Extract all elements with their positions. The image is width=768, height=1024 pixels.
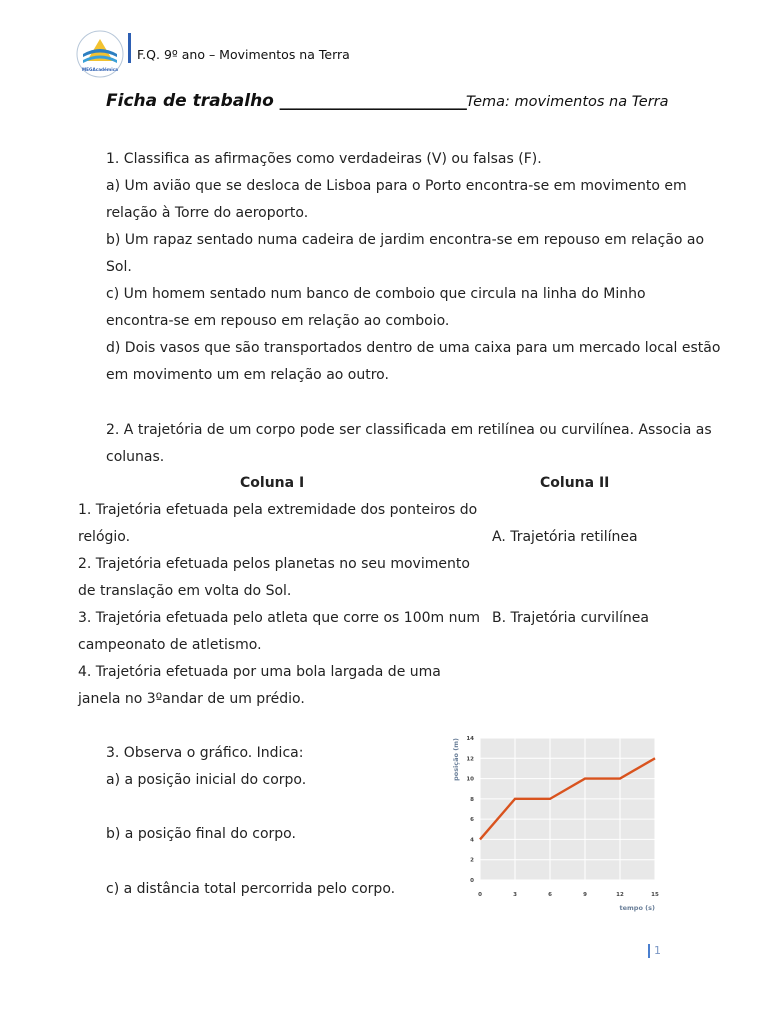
q1-line: encontra-se em repouso em relação ao comboio. [106,313,450,329]
x-axis-label: tempo (s) [619,904,655,912]
header-title: F.Q. 9º ano – Movimentos na Terra [137,47,350,62]
x-tick-label: 15 [651,892,659,898]
worksheet-title: Ficha de trabalho ______________________ [106,91,467,111]
x-tick-label: 0 [478,892,482,898]
q1-line: Sol. [106,259,132,275]
column-1-line: 3. Trajetória efetuada pelo atleta que corre os 100m num [78,610,480,626]
megacademica-logo [76,30,124,78]
y-tick-label: 2 [470,857,474,864]
q1-line: 1. Classifica as afirmações como verdadeiras (V) ou falsas (F). [106,151,542,167]
column-2-item: A. Trajetória retilínea [492,529,638,545]
q1-line: d) Dois vasos que são transportados dentro de uma caixa para um mercado local estão [106,340,721,356]
q1-line: c) Um homem sentado num banco de comboio que circula na linha do Minho [106,286,646,302]
header-divider [128,33,131,63]
q2-intro: 2. A trajetória de um corpo pode ser classificada em retilínea ou curvilínea. Associa as [106,422,712,438]
q3-line: a) a posição inicial do corpo. [106,772,307,788]
column-1-line: 4. Trajetória efetuada por uma bola largada de uma [78,664,441,680]
q1-line: relação à Torre do aeroporto. [106,205,309,221]
y-tick-label: 10 [466,776,474,783]
page-number-divider [648,944,650,958]
x-tick-label: 9 [583,892,587,898]
y-axis-label: posição (m) [452,738,460,781]
column-1-line: 2. Trajetória efetuada pelos planetas no seu movimento [78,556,470,572]
column-1-line: relógio. [78,529,131,545]
q3-line: c) a distância total percorrida pelo corpo. [106,881,396,897]
logo-text: MEGAcadémica [82,67,118,72]
y-tick-label: 14 [466,736,474,742]
worksheet-theme: Tema: movimentos na Terra [466,94,669,110]
column-2-item: B. Trajetória curvilínea [492,610,649,626]
x-tick-label: 6 [548,892,552,898]
q3-line: b) a posição final do corpo. [106,826,296,842]
y-tick-label: 12 [466,756,474,763]
column-1-line: de translação em volta do Sol. [78,583,292,599]
x-tick-label: 3 [513,892,517,898]
y-tick-label: 8 [470,796,474,803]
y-tick-label: 6 [470,817,474,824]
column-1-header: Coluna I [240,475,305,491]
page-number: 1 [654,944,661,957]
q2-intro: colunas. [106,449,165,465]
q1-line: a) Um avião que se desloca de Lisboa para o Porto encontra-se em movimento em [106,178,687,194]
column-1-line: campeonato de atletismo. [78,637,262,653]
position-time-chart [440,730,670,930]
column-1-line: janela no 3ºandar de um prédio. [78,691,305,707]
y-tick-label: 4 [470,837,474,844]
column-1-line: 1. Trajetória efetuada pela extremidade dos ponteiros do [78,502,478,518]
column-2-header: Coluna II [540,475,610,491]
x-tick-label: 12 [616,892,624,898]
q1-line: em movimento um em relação ao outro. [106,367,389,383]
q3-line: 3. Observa o gráfico. Indica: [106,745,304,761]
y-tick-label: 0 [470,878,474,884]
q1-line: b) Um rapaz sentado numa cadeira de jardim encontra-se em repouso em relação ao [106,232,705,248]
